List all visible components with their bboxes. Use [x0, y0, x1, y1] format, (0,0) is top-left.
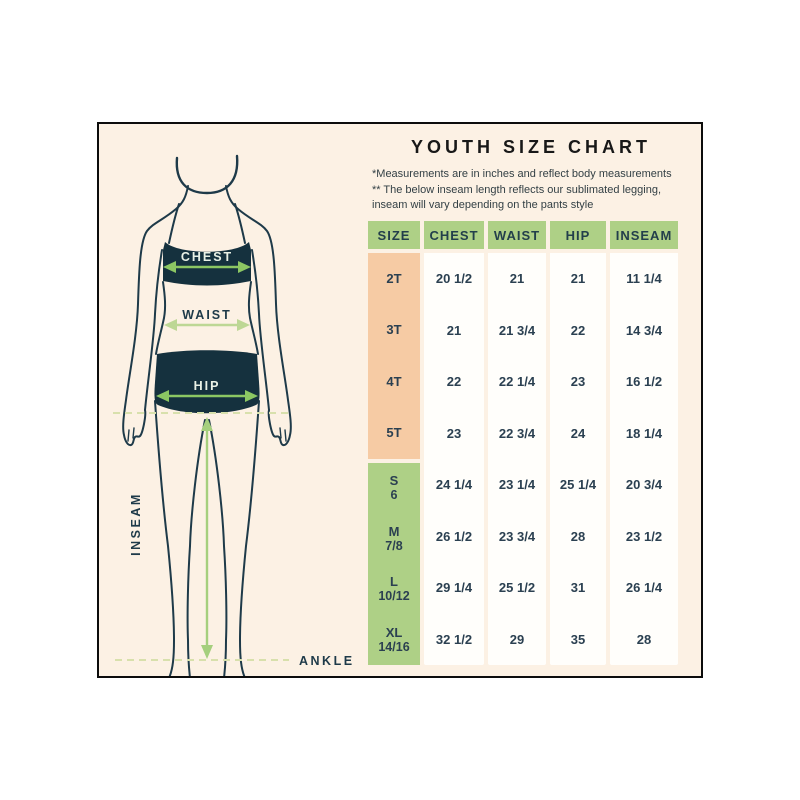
measurement-cell: 16 1/2 [625, 374, 663, 390]
column-waist [488, 221, 546, 665]
measurement-cell: 11 1/4 [626, 271, 662, 287]
measurement-cell: 25 1/4 [559, 477, 597, 493]
measurement-cell: 26 1/2 [435, 528, 473, 544]
column-header-waist: WAIST [488, 221, 546, 249]
measurement-cell: 23 [446, 425, 462, 441]
measurement-cell: 22 [570, 322, 586, 338]
size-cell: 3T [386, 322, 402, 338]
measurement-cell: 23 1/2 [625, 528, 663, 544]
measurement-cell: 23 [570, 374, 586, 390]
measurement-cell: 21 [570, 271, 586, 287]
size-cell: L 10/12 [378, 574, 410, 604]
size-cell: XL 14/16 [378, 624, 410, 654]
measurement-notes [372, 167, 692, 214]
measurement-cell: 28 [636, 631, 652, 647]
measurement-cell: 31 [570, 580, 586, 596]
measurement-cell: 26 1/4 [625, 580, 663, 596]
head-outline [177, 156, 237, 193]
inseam-values-block [610, 253, 678, 665]
measurement-cell: 21 [446, 322, 462, 338]
measurement-cell: 14 3/4 [625, 322, 663, 338]
measurement-cell: 29 1/4 [435, 580, 473, 596]
waist-label: WAIST [182, 308, 232, 322]
measurement-cell: 22 1/4 [498, 374, 536, 390]
left-leg-inner-line [188, 420, 205, 676]
column-hip [550, 221, 606, 665]
hip-values-block [550, 253, 606, 665]
measurement-cell: 20 1/2 [435, 271, 473, 287]
column-header-hip: HIP [550, 221, 606, 249]
measurement-cell: 24 1/4 [435, 477, 473, 493]
size-chart-panel [97, 122, 703, 678]
measurement-cell: 23 3/4 [498, 528, 536, 544]
measurement-cell: 29 [509, 631, 525, 647]
measurement-cell: 24 [570, 425, 586, 441]
ankle-label: ANKLE [299, 654, 355, 668]
size-cell: M 7/8 [385, 523, 403, 553]
size-cell: 4T [386, 373, 402, 389]
size-cell: 2T [386, 270, 402, 286]
right-leg-inner-line [209, 420, 226, 676]
measurement-cell: 28 [570, 528, 586, 544]
measurement-cell: 23 1/4 [498, 477, 536, 493]
body-measurement-diagram [99, 124, 359, 676]
inseam-arrow [201, 417, 213, 659]
column-header-inseam: INSEAM [610, 221, 678, 249]
measurement-cell: 32 1/2 [435, 631, 473, 647]
size-table [368, 221, 678, 665]
column-inseam [610, 221, 678, 665]
measurement-cell: 25 1/2 [498, 580, 536, 596]
left-leg-outer-line [155, 401, 174, 676]
size-cell: 5T [386, 425, 402, 441]
measurement-cell: 21 3/4 [498, 322, 536, 338]
column-size [368, 221, 420, 665]
inseam-label: INSEAM [129, 492, 143, 556]
measurement-cell: 20 3/4 [625, 477, 663, 493]
size-cell: S 6 [389, 473, 399, 503]
chest-values-block [424, 253, 484, 665]
measurement-cell: 35 [570, 631, 586, 647]
waist-values-block [488, 253, 546, 665]
measurement-cell: 22 3/4 [498, 425, 536, 441]
measurement-cell: 22 [446, 374, 462, 390]
toddler-sizes-block [368, 253, 420, 459]
chest-label: CHEST [180, 250, 234, 264]
youth-sizes-block [368, 463, 420, 665]
measurement-cell: 21 [509, 271, 525, 287]
column-header-size: SIZE [368, 221, 420, 249]
note-line-3: inseam will vary depending on the pants style [372, 199, 594, 211]
page-title: YOUTH SIZE CHART [410, 137, 651, 157]
column-header-chest: CHEST [424, 221, 484, 249]
note-line-2: ** The below inseam length reflects our sublimated legging, [372, 183, 662, 196]
measurement-cell: 18 1/4 [625, 425, 663, 441]
right-leg-outer-line [240, 401, 259, 676]
column-chest [424, 221, 484, 665]
hip-label: HIP [193, 379, 221, 393]
note-line-1: *Measurements are in inches and reflect body measurements [372, 168, 672, 180]
